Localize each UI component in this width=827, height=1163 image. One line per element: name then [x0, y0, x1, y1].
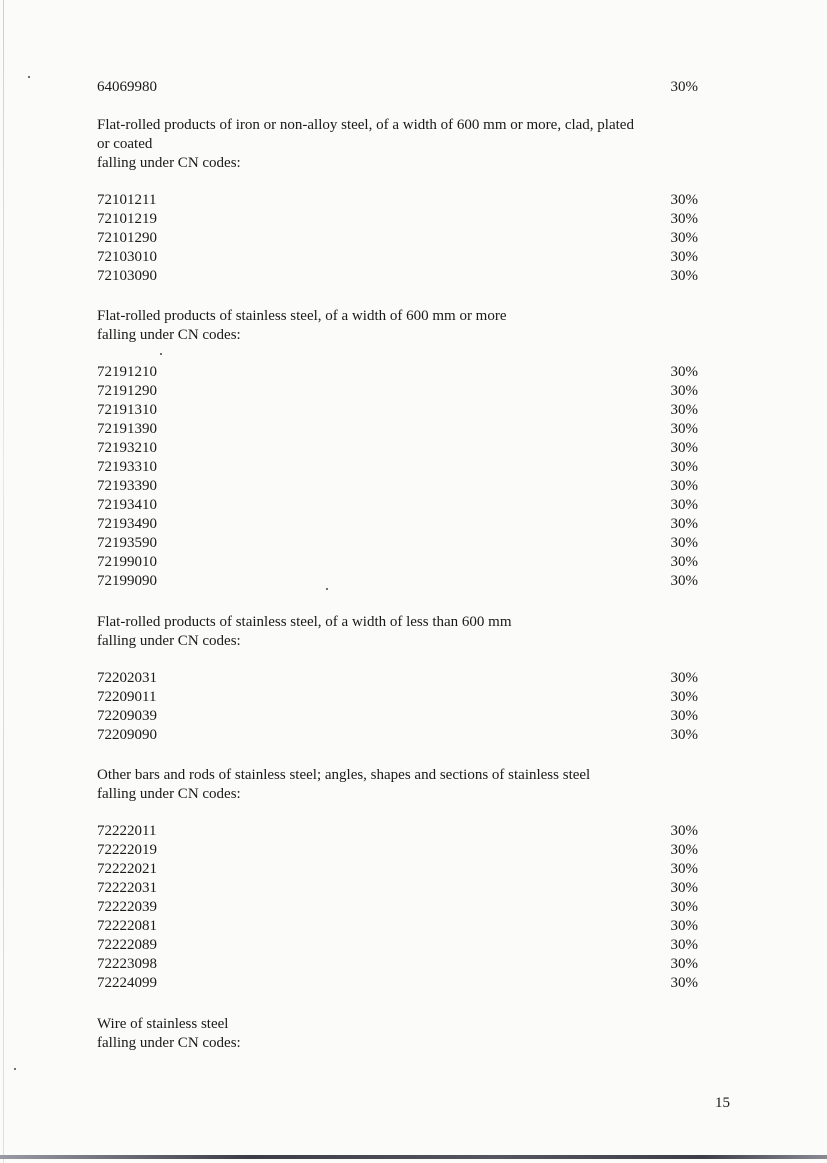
cn-code: 72222031 — [97, 880, 157, 896]
tariff-row — [97, 382, 698, 401]
cn-code: 72191390 — [97, 421, 157, 437]
cn-code: 72222081 — [97, 918, 157, 934]
tariff-row — [97, 879, 698, 898]
cn-code: 72222089 — [97, 937, 157, 953]
duty-rate: 30% — [670, 364, 698, 380]
duty-rate: 30% — [670, 689, 698, 705]
tariff-row — [97, 936, 698, 955]
tariff-row — [97, 707, 698, 726]
cn-code: 72101290 — [97, 230, 157, 246]
duty-rate: 30% — [670, 823, 698, 839]
cn-code: 72224099 — [97, 975, 157, 991]
tariff-row — [97, 267, 698, 286]
tariff-row — [97, 726, 698, 745]
cn-code: 72222021 — [97, 861, 157, 877]
duty-rate: 30% — [670, 421, 698, 437]
cn-code: 72222019 — [97, 842, 157, 858]
tariff-row — [97, 669, 698, 688]
scan-bottom-edge — [0, 1155, 827, 1159]
cn-code: 72199090 — [97, 573, 157, 589]
scan-speck — [160, 353, 162, 355]
tariff-row — [97, 477, 698, 496]
tariff-row — [97, 841, 698, 860]
tariff-row — [97, 553, 698, 572]
tariff-row — [97, 898, 698, 917]
duty-rate: 30% — [670, 670, 698, 686]
cn-code: 72193210 — [97, 440, 157, 456]
cn-code: 72199010 — [97, 554, 157, 570]
heading-line: Wire of stainless steel — [97, 1016, 229, 1032]
cn-code: 72101219 — [97, 211, 157, 227]
cn-code: 64069980 — [97, 79, 157, 95]
cn-code: 72209090 — [97, 727, 157, 743]
page-number: 15 — [715, 1095, 730, 1111]
tariff-row — [97, 534, 698, 553]
tariff-row — [97, 420, 698, 439]
duty-rate: 30% — [670, 383, 698, 399]
heading-line: Flat-rolled products of stainless steel, of a width of less than 600 mm — [97, 614, 512, 630]
tariff-row — [97, 860, 698, 879]
tariff-row — [97, 458, 698, 477]
duty-rate: 30% — [670, 554, 698, 570]
duty-rate: 30% — [670, 535, 698, 551]
tariff-row — [97, 229, 698, 248]
tariff-row — [97, 210, 698, 229]
section-heading — [97, 116, 707, 173]
duty-rate: 30% — [670, 478, 698, 494]
duty-rate: 30% — [670, 211, 698, 227]
tariff-row — [97, 439, 698, 458]
duty-rate: 30% — [670, 708, 698, 724]
cn-code: 72209039 — [97, 708, 157, 724]
tariff-row — [97, 822, 698, 841]
duty-rate: 30% — [670, 975, 698, 991]
tariff-row — [97, 363, 698, 382]
cn-code: 72103010 — [97, 249, 157, 265]
tariff-row — [97, 496, 698, 515]
duty-rate: 30% — [670, 956, 698, 972]
duty-rate: 30% — [670, 402, 698, 418]
cn-code: 72222039 — [97, 899, 157, 915]
cn-code: 72209011 — [97, 689, 157, 705]
cn-code: 72193590 — [97, 535, 157, 551]
cn-code: 72193490 — [97, 516, 157, 532]
tariff-row — [97, 688, 698, 707]
cn-code: 72202031 — [97, 670, 157, 686]
cn-code: 72193390 — [97, 478, 157, 494]
cn-code: 72191310 — [97, 402, 157, 418]
heading-line: falling under CN codes: — [97, 327, 241, 343]
tariff-row — [97, 515, 698, 534]
tariff-row — [97, 917, 698, 936]
scan-speck — [14, 1068, 16, 1070]
section-heading — [97, 766, 707, 804]
heading-line: or coated — [97, 136, 153, 152]
section-heading — [97, 613, 707, 651]
scan-speck — [28, 76, 30, 78]
cn-code: 72193310 — [97, 459, 157, 475]
tariff-row — [97, 191, 698, 210]
heading-line: falling under CN codes: — [97, 786, 241, 802]
duty-rate: 30% — [670, 842, 698, 858]
cn-code: 72191290 — [97, 383, 157, 399]
cn-code: 72103090 — [97, 268, 157, 284]
heading-line: falling under CN codes: — [97, 1035, 241, 1051]
heading-line: falling under CN codes: — [97, 155, 241, 171]
duty-rate: 30% — [670, 440, 698, 456]
section-heading — [97, 1015, 707, 1053]
heading-line: Flat-rolled products of stainless steel, of a width of 600 mm or more — [97, 308, 507, 324]
cn-code: 72191210 — [97, 364, 157, 380]
section-heading — [97, 307, 707, 345]
duty-rate: 30% — [670, 937, 698, 953]
tariff-row — [97, 955, 698, 974]
tariff-row — [97, 248, 698, 267]
tariff-row — [97, 572, 698, 591]
duty-rate: 30% — [670, 573, 698, 589]
cn-code: 72193410 — [97, 497, 157, 513]
duty-rate: 30% — [670, 192, 698, 208]
tariff-row — [97, 78, 698, 97]
duty-rate: 30% — [670, 880, 698, 896]
scan-left-edge — [3, 0, 4, 1163]
duty-rate: 30% — [670, 249, 698, 265]
tariff-row — [97, 401, 698, 420]
duty-rate: 30% — [670, 918, 698, 934]
cn-code: 72223098 — [97, 956, 157, 972]
duty-rate: 30% — [670, 899, 698, 915]
tariff-row — [97, 974, 698, 993]
cn-code: 72222011 — [97, 823, 157, 839]
cn-code: 72101211 — [97, 192, 157, 208]
heading-line: Flat-rolled products of iron or non-alloy steel, of a width of 600 mm or more, clad, plated — [97, 117, 634, 133]
duty-rate: 30% — [670, 516, 698, 532]
duty-rate: 30% — [670, 861, 698, 877]
duty-rate: 30% — [670, 459, 698, 475]
duty-rate: 30% — [670, 727, 698, 743]
heading-line: Other bars and rods of stainless steel; angles, shapes and sections of stainless steel — [97, 767, 591, 783]
duty-rate: 30% — [670, 79, 698, 95]
duty-rate: 30% — [670, 268, 698, 284]
duty-rate: 30% — [670, 230, 698, 246]
duty-rate: 30% — [670, 497, 698, 513]
heading-line: falling under CN codes: — [97, 633, 241, 649]
